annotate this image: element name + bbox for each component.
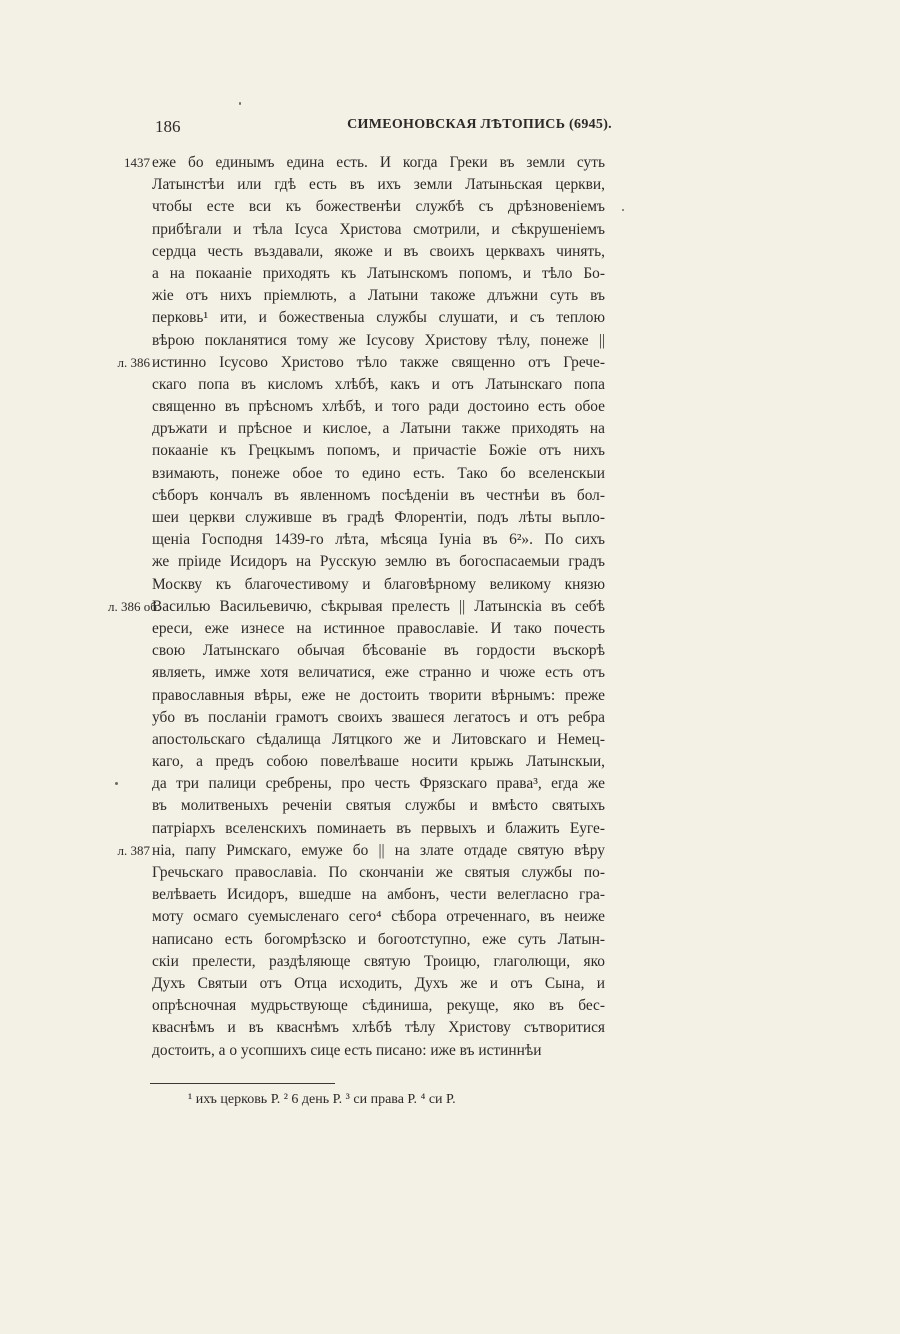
text-body xyxy=(0,152,900,1062)
line-text: скаго попа въ кисломъ хлѣбѣ, какъ и отъ Латынскаго попа xyxy=(152,375,605,393)
line-text: а на покааніе приходять къ Латынскомъ попомъ, и тѣло Бо- xyxy=(152,264,605,282)
line-text: истинно Ісусово Христово тѣло также священно отъ Грече- xyxy=(152,353,605,371)
text-line xyxy=(0,196,900,218)
text-line xyxy=(0,463,900,485)
text-line xyxy=(0,241,900,263)
line-text: написано есть богомрѣзско и богоотступно, еже суть Латын- xyxy=(152,930,605,948)
text-line xyxy=(0,951,900,973)
line-text: священно въ прѣсномъ хлѣбѣ, и того ради достоино есть обое xyxy=(152,398,605,416)
text-line xyxy=(0,884,900,906)
margin-note: л. 386 xyxy=(117,354,150,370)
line-text: православныя вѣры, еже не достоить творити вѣрнымъ: преже xyxy=(152,686,605,704)
line-text: перковь¹ ити, и божественыа службы слушати, и съ теплою xyxy=(152,309,605,327)
text-line xyxy=(0,596,900,618)
text-line xyxy=(0,685,900,707)
line-text: же пріиде Исидоръ на Русскую землю въ богоспасаемыи градъ xyxy=(152,553,605,571)
text-line xyxy=(0,285,900,307)
text-line xyxy=(0,729,900,751)
text-line xyxy=(0,973,900,995)
margin-note: л. 386 об. xyxy=(108,598,161,614)
text-line xyxy=(0,219,900,241)
text-line xyxy=(0,1017,900,1039)
paper-speck xyxy=(622,209,624,211)
text-line xyxy=(0,906,900,928)
text-line xyxy=(0,640,900,662)
line-text: жіе отъ нихъ пріемлють, а Латыни такоже длъжни суть въ xyxy=(152,287,605,305)
line-text: каго, а предъ собою повелѣваше носити крыжь Латынскыи, xyxy=(152,753,605,771)
line-text: вѣрою покланятися тому же Ісусову Христову тѣлу, понеже || xyxy=(152,331,605,349)
page-number: 186 xyxy=(155,117,181,136)
line-text: скіи прелести, раздѣляюще святую Троицю, глаголющи, яко xyxy=(152,952,605,970)
line-text: опрѣсночная мудрьствующе сѣдиниша, рекуще, яко въ бес- xyxy=(152,997,605,1015)
text-line xyxy=(0,440,900,462)
text-line xyxy=(0,929,900,951)
footnotes: ¹ ихъ церковь Р. ² 6 день Р. ³ си права Р. ⁴ си Р. xyxy=(188,1092,456,1107)
line-text: въ молитвеныхъ реченіи святыя службы и вмѣсто святыхъ xyxy=(152,797,605,815)
line-text: свою Латынскаго обычая бѣсованіе въ гордости въскорѣ xyxy=(152,642,605,660)
text-line xyxy=(0,529,900,551)
line-text: чтобы есте вси къ божественѣи службѣ съ дрѣзновеніемъ xyxy=(152,198,605,216)
text-line xyxy=(0,773,900,795)
line-text: щеніа Господня 1439-го лѣта, мѣсяца Іуніа въ 6²». По сихъ xyxy=(152,531,605,549)
paper-speck xyxy=(115,782,118,785)
line-text: покааніе къ Грецкымъ попомъ, и причастіе Божіе отъ нихъ xyxy=(152,442,605,460)
text-line xyxy=(0,551,900,573)
line-text: еже бо единымъ едина есть. И когда Греки въ земли суть xyxy=(152,154,605,171)
text-line xyxy=(0,995,900,1017)
line-text: Гречьскаго православіа. По скончаніи же святыя службы по- xyxy=(152,864,605,881)
margin-note: л. 387 xyxy=(117,842,150,858)
line-text: моту осмаго суемысленаго сего⁴ сѣбора отреченнаго, въ неиже xyxy=(152,908,605,926)
line-text: ереси, еже изнесе на истинное православіе. И тако почесть xyxy=(152,619,605,637)
line-text: являеть, имже хотя величатися, еже странно и чюже есть отъ xyxy=(152,664,605,682)
line-text: сердца честь въздавали, якоже и въ своихъ церквахъ чинять, xyxy=(152,242,605,260)
line-text: Василью Васильевичю, сѣкрывая прелесть || Латынскіа въ себѣ xyxy=(152,597,605,615)
text-line xyxy=(0,818,900,840)
line-text: Духъ Святыи отъ Отца исходить, Духъ же и отъ Сына, и xyxy=(152,974,605,992)
line-text: Латынстѣи или гдѣ есть въ ихъ земли Латыньская церкви, xyxy=(152,176,605,194)
text-line xyxy=(0,1040,900,1062)
line-text: достоить, а о усопшихъ сице есть писано: иже въ истиннѣи xyxy=(152,1041,542,1059)
line-text: патріархъ вселенскихъ поминаеть въ первыхъ и блажить Еуге- xyxy=(152,819,605,837)
line-text: прибѣгали и тѣла Ісуса Христова смотрили, и сѣкрушеніемъ xyxy=(152,220,605,238)
line-text: Москву къ благочестивому и благовѣрному великому князю xyxy=(152,575,605,593)
text-line xyxy=(0,352,900,374)
text-line xyxy=(0,152,900,174)
text-line xyxy=(0,862,900,884)
text-line xyxy=(0,330,900,352)
line-text: дръжати и прѣсное и кислое, а Латыни также приходять на xyxy=(152,420,605,438)
text-line xyxy=(0,418,900,440)
text-line xyxy=(0,751,900,773)
line-text: кваснѣмъ и въ кваснѣмъ хлѣбѣ тѣлу Христову сътворитися xyxy=(152,1019,605,1037)
text-line xyxy=(0,307,900,329)
text-line xyxy=(0,795,900,817)
text-line xyxy=(0,840,900,862)
line-text: шеи церкви служивше въ градѣ Флорентіи, подъ лѣты вьпло- xyxy=(152,509,605,526)
text-line xyxy=(0,263,900,285)
line-text: взимають, понеже обое то едино есть. Тако бо вселенскыи xyxy=(152,464,605,482)
line-text: сѣборъ кончалъ въ явленномъ посѣденіи въ честнѣи въ бол- xyxy=(152,486,605,504)
text-line xyxy=(0,574,900,596)
running-title: СИМЕОНОВСКАЯ ЛѢТОПИСЬ (6945). xyxy=(347,117,612,132)
line-text: да три палици сребрены, про честь Фрязскаго права³, егда же xyxy=(152,775,605,793)
paper-speck xyxy=(239,102,241,105)
line-text: велѣваеть Исидоръ, вшедше на амбонъ, чести велегласно гра- xyxy=(152,886,605,904)
text-line xyxy=(0,707,900,729)
text-line xyxy=(0,374,900,396)
text-line xyxy=(0,396,900,418)
line-text: ніа, папу Римскаго, емуже бо || на злате отдаде святую вѣру xyxy=(152,841,605,859)
text-line xyxy=(0,662,900,684)
page-header xyxy=(152,117,612,141)
line-text: убо въ посланіи грамотъ своихъ звашеся легатосъ и отъ ребра xyxy=(152,708,605,726)
text-line xyxy=(0,507,900,529)
text-line xyxy=(0,174,900,196)
footnote-rule xyxy=(150,1083,335,1084)
margin-note: 1437 xyxy=(124,155,150,170)
text-line xyxy=(0,485,900,507)
text-line xyxy=(0,618,900,640)
line-text: апостольскаго сѣдалища Лятцкого же и Литовскаго и Немец- xyxy=(152,730,605,748)
